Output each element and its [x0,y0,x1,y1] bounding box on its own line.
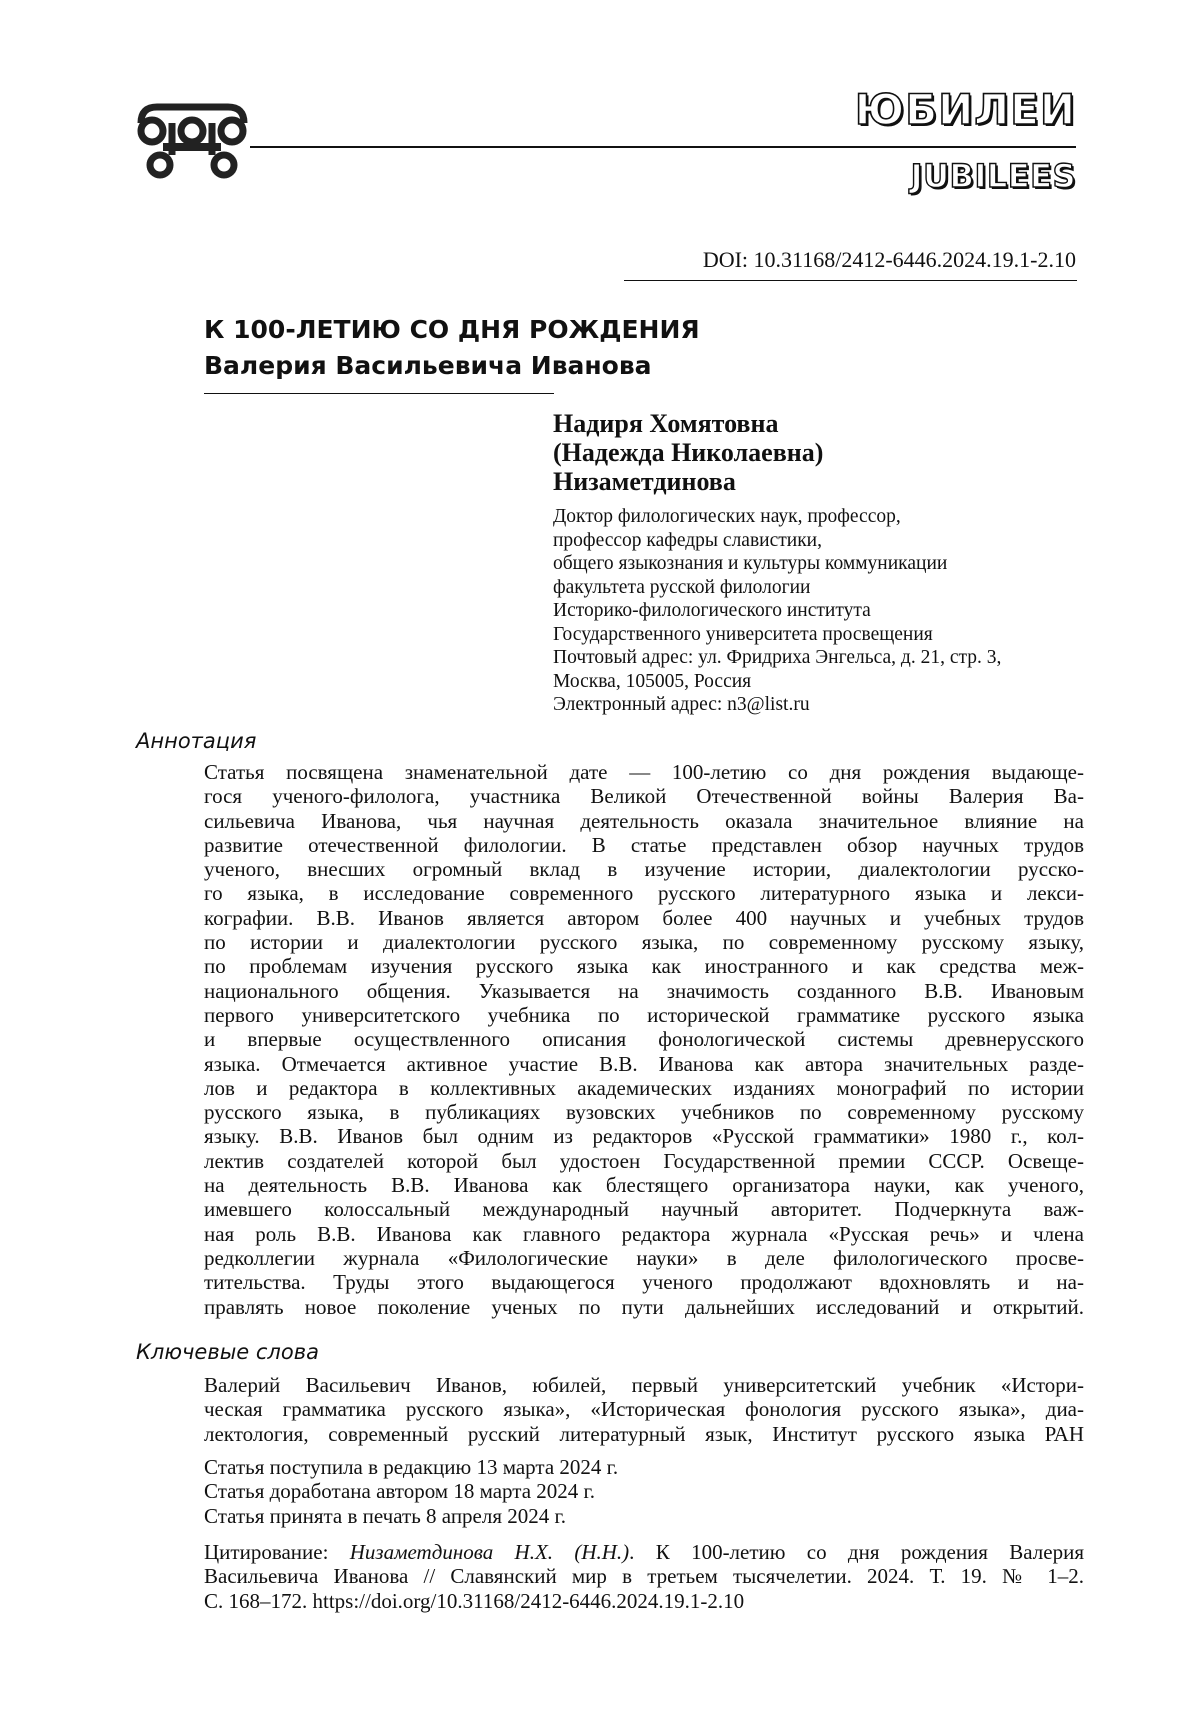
citation-authors: Низаметдинова Н.Х. (Н.Н.) [349,1540,630,1564]
doi-underline [624,280,1077,281]
abstract-line: языку. В.В. Иванов был одним из редакторов «Русской грамматики» 1980 г., кол- [204,1124,1084,1149]
affiliation-line: факультета русской филологии [553,576,811,598]
citation [204,1540,1084,1613]
section-title-ru: ЮБИЛЕИ [854,85,1076,134]
citation-prefix: Цитирование: [204,1540,350,1564]
affiliation-line: профессор кафедры славистики, [553,529,822,551]
affiliation-line: Москва, 105005, Россия [553,670,752,692]
citation-line: Васильевича Иванова // Славянский мир в третьем тысячелетии. 2024. Т. 19. № 1–2. [204,1564,1084,1589]
keywords-line: лектология, современный русский литературный язык, Институт русского языка РАН [204,1421,1084,1446]
abstract-line: по проблемам изучения русского языка как иностранного и как средства меж- [204,954,1084,979]
abstract-line: Статья посвящена знаменательной дате — 100-летию со дня рождения выдающе- [204,760,1084,784]
abstract-body [204,760,1084,1319]
article-title-line: Валерия Васильевича Иванова [204,351,652,380]
article-dates [204,1455,618,1528]
affiliation-line: Историко-филологического института [553,600,871,621]
affiliation-line: Почтовый адрес: ул. Фридриха Энгельса, д. 21, стр. 3, [553,647,1002,668]
abstract-line: и впервые осуществленного описания фонологической системы древнерусского [204,1027,1084,1052]
affiliation-line: общего языкознания и культуры коммуникации [553,553,948,574]
abstract-line: тительства. Труды этого выдающегося ученого продолжают вдохновлять и на- [204,1270,1084,1295]
abstract-line: лов и редактора в коллективных академических изданиях монографий по истории [204,1075,1084,1100]
abstract-line: имевшего колоссальный международный научный авторитет. Подчеркнута важ- [204,1197,1084,1222]
abstract-line: национального общения. Указывается на значимость созданного В.В. Ивановым [204,978,1084,1003]
abstract-line: русского языка, в публикациях вузовских учебников по современному русскому [204,1100,1084,1125]
keywords-line: Валерий Васильевич Иванов, юбилей, первый университетский учебник «Истори- [204,1373,1084,1397]
abstract-line: редколлегии журнала «Филологические науки» в деле филологического просве- [204,1245,1084,1270]
abstract-line: гося ученого-филолога, участника Великой Отечественной войны Валерия Ва- [204,784,1084,809]
keywords-line: ческая грамматика русского языка», «Историческая фонология русского языка», диа- [204,1397,1084,1422]
affiliation-line: Государственного университета просвещения [553,623,933,645]
affiliation-line: Доктор филологических наук, профессор, [553,506,901,527]
citation-doi-link[interactable]: С. 168–172. https://doi.org/10.31168/2412-6446.2024.19.1-2.10 [204,1588,745,1613]
abstract-line: по истории и диалектологии русского языка, по современному русскому языку, [204,930,1084,955]
date-received: Статья поступила в редакцию 13 марта 2024 г. [204,1455,619,1479]
author-affiliation [553,505,1001,717]
abstract-line: правлять новое поколение ученых по пути дальнейших исследований и открытий. [204,1294,1084,1319]
author-name [553,409,823,496]
keywords-body [204,1373,1084,1446]
abstract-line: первого университетского учебника по исторической грамматике русского языка [204,1002,1084,1027]
keywords-heading: Ключевые слова [136,1340,319,1364]
abstract-line: го языка, в исследование современного русского литературного языка и лекси- [204,881,1084,906]
journal-emblem-icon [135,103,250,183]
abstract-line: на деятельность В.В. Иванова как блестящего организатора науки, как ученого, [204,1173,1084,1198]
abstract-heading: Аннотация [136,729,257,753]
citation-line [204,1540,1084,1564]
abstract-line: кографии. В.В. Иванов является автором более 400 научных и учебных трудов [204,905,1084,930]
abstract-line: лектив создателей которой был удостоен Государственной премии СССР. Освеще- [204,1148,1084,1173]
author-name-line: (Надежда Николаевна) [553,438,824,467]
header-rule [250,146,1076,148]
affiliation-line: Электронный адрес: n3@list.ru [553,694,810,715]
abstract-line: ная роль В.В. Иванова как главного редактора журнала «Русская речь» и члена [204,1221,1084,1246]
doi: DOI: 10.31168/2412-6446.2024.19.1-2.10 [702,247,1076,272]
citation-title: . К 100-летию со дня рождения Валерия [629,1540,1084,1564]
article-title-line: К 100-ЛЕТИЮ СО ДНЯ РОЖДЕНИЯ [204,315,700,344]
article-title [204,312,700,384]
abstract-line: развитие отечественной филологии. В статье представлен обзор научных трудов [204,832,1084,857]
author-name-line: Низаметдинова [553,467,736,496]
title-rule [204,393,554,394]
abstract-line: языка. Отмечается активное участие В.В. Иванова как автора значительных разде- [204,1051,1084,1076]
date-revised: Статья доработана автором 18 марта 2024 г. [204,1479,596,1504]
abstract-line: сильевича Иванова, чья научная деятельность оказала значительное влияние на [204,808,1084,833]
author-name-line: Надиря Хомятовна [553,409,779,438]
abstract-line: ученого, внесших огромный вклад в изучение истории, диалектологии русско- [204,857,1084,882]
section-title-en: JUBILEES [910,157,1076,195]
date-accepted: Статья принята в печать 8 апреля 2024 г. [204,1503,567,1528]
